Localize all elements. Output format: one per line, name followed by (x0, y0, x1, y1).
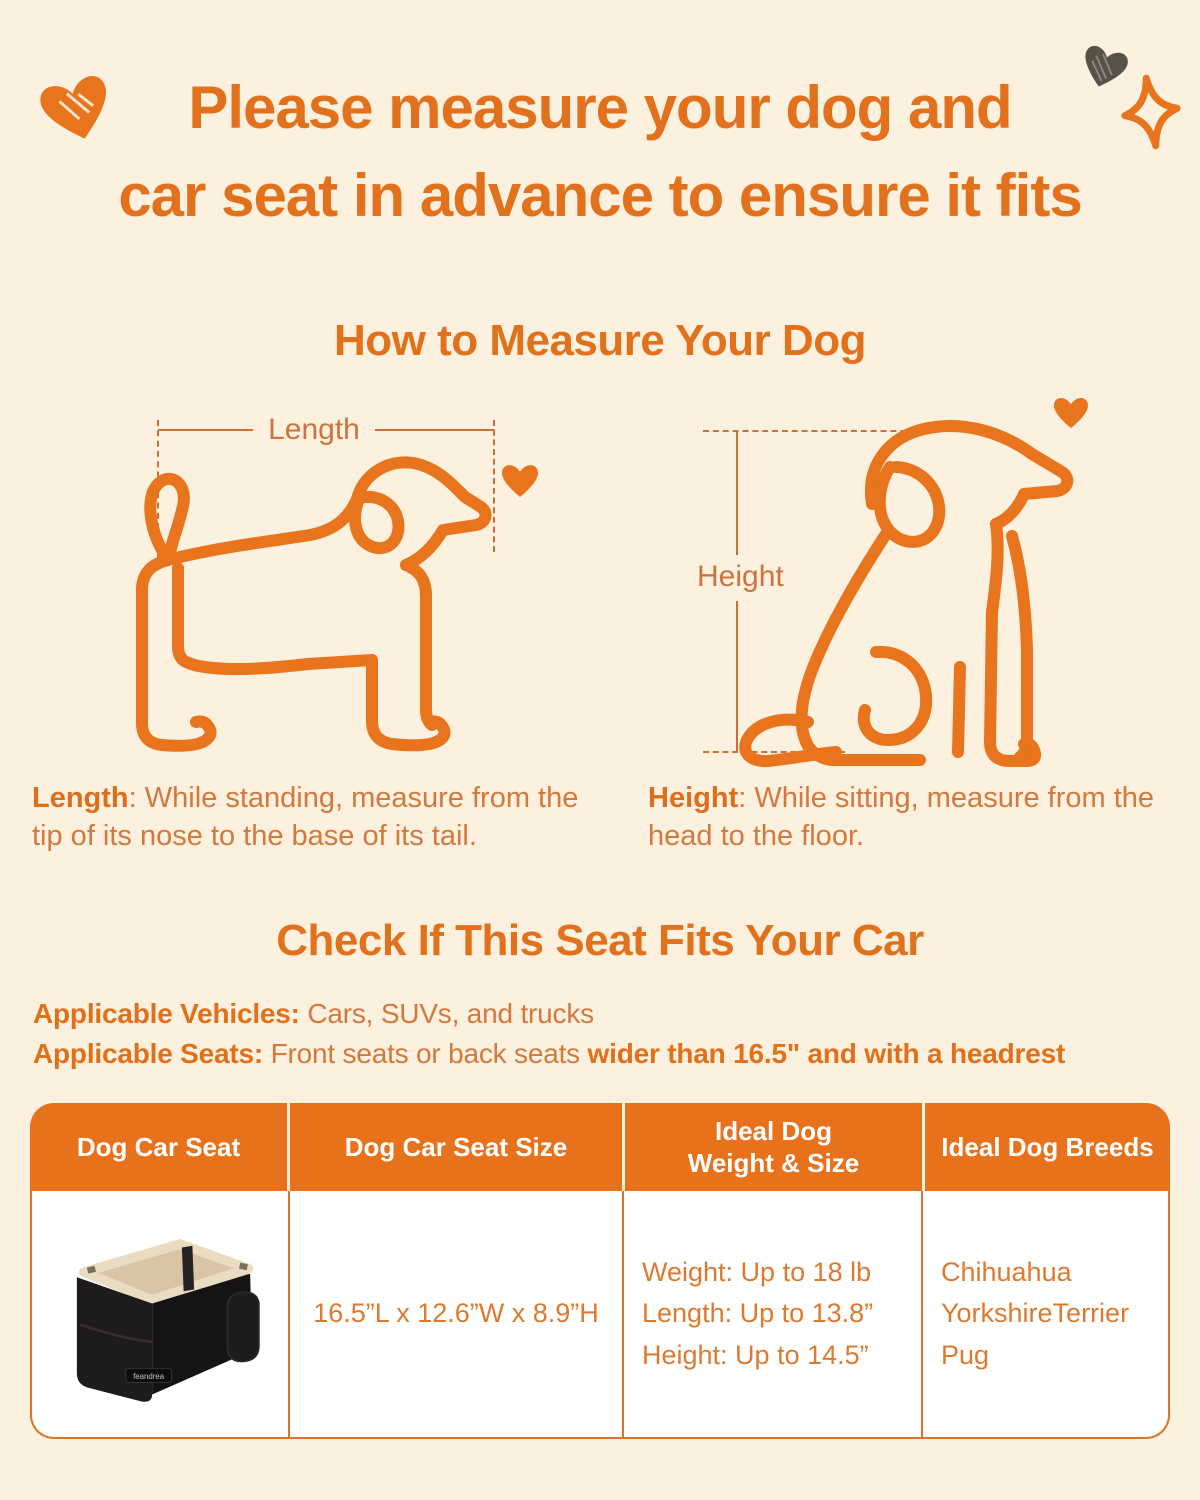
ideal-length-line: Length: Up to 13.8” (642, 1298, 874, 1329)
heart-icon (500, 463, 540, 499)
length-caption-text: : While standing, measure from the tip of its nose to the base of its tail. (32, 782, 579, 852)
applicable-seats-text: Front seats or back seats (263, 1038, 588, 1069)
column-header-ideal-breeds: Ideal Dog Breeds (941, 1131, 1154, 1162)
length-caption-label: Length (32, 782, 129, 814)
breed-item: Pug (941, 1339, 990, 1370)
height-label: Height (697, 560, 784, 593)
column-header-seat-size: Dog Car Seat Size (290, 1103, 625, 1191)
column-header-ideal-weight-size: Ideal Dog Weight & Size (625, 1103, 925, 1191)
ideal-weight-size-cell (624, 1191, 923, 1437)
sitting-dog-illustration (690, 412, 1100, 772)
product-image-cell (32, 1191, 290, 1437)
height-caption-text: : While sitting, measure from the head to the floor. (648, 782, 1155, 852)
length-dimension-line-right (375, 429, 494, 431)
length-label: Length (268, 413, 360, 446)
product-brand-label: feandrea (133, 1371, 165, 1381)
ideal-height-line: Height: Up to 14.5” (642, 1339, 869, 1370)
applicable-seats-label: Applicable Seats: (33, 1038, 264, 1069)
fit-table-header (30, 1103, 1170, 1191)
ideal-breeds-cell (923, 1191, 1166, 1437)
measure-section-heading: How to Measure Your Dog (333, 316, 867, 365)
column-header-dog-car-seat: Dog Car Seat (30, 1103, 290, 1191)
applicable-seats-line (33, 1038, 1065, 1070)
breed-item: YorkshireTerrier (941, 1298, 1130, 1329)
title-line-2: car seat in advance to ensure it fits (118, 162, 1082, 230)
length-dimension-line-left (158, 429, 253, 431)
height-caption-label: Height (648, 782, 739, 814)
applicable-vehicles-line (33, 998, 594, 1030)
title-line-1: Please measure your dog and (188, 74, 1012, 141)
dog-car-seat-product-image (50, 1209, 270, 1419)
fit-section-heading: Check If This Seat Fits Your Car (276, 916, 924, 965)
applicable-vehicles-label: Applicable Vehicles: (33, 998, 300, 1029)
sparkle-icon (1115, 68, 1188, 156)
applicable-seats-bold-text: wider than 16.5" and with a headrest (587, 1038, 1066, 1069)
breed-item: Chihuahua (941, 1257, 1072, 1288)
fit-table-body (30, 1191, 1170, 1439)
length-caption (32, 780, 607, 855)
applicable-vehicles-text: Cars, SUVs, and trucks (299, 998, 594, 1029)
seat-size-cell (290, 1191, 624, 1437)
ideal-weight-line: Weight: Up to 18 lb (642, 1257, 872, 1288)
fit-table (30, 1103, 1170, 1439)
page-title (0, 64, 1200, 240)
standing-dog-illustration (58, 448, 528, 778)
seat-size-value: 16.5”L x 12.6”W x 8.9”H (313, 1298, 599, 1329)
height-caption (648, 780, 1178, 855)
heart-icon (1052, 396, 1090, 430)
